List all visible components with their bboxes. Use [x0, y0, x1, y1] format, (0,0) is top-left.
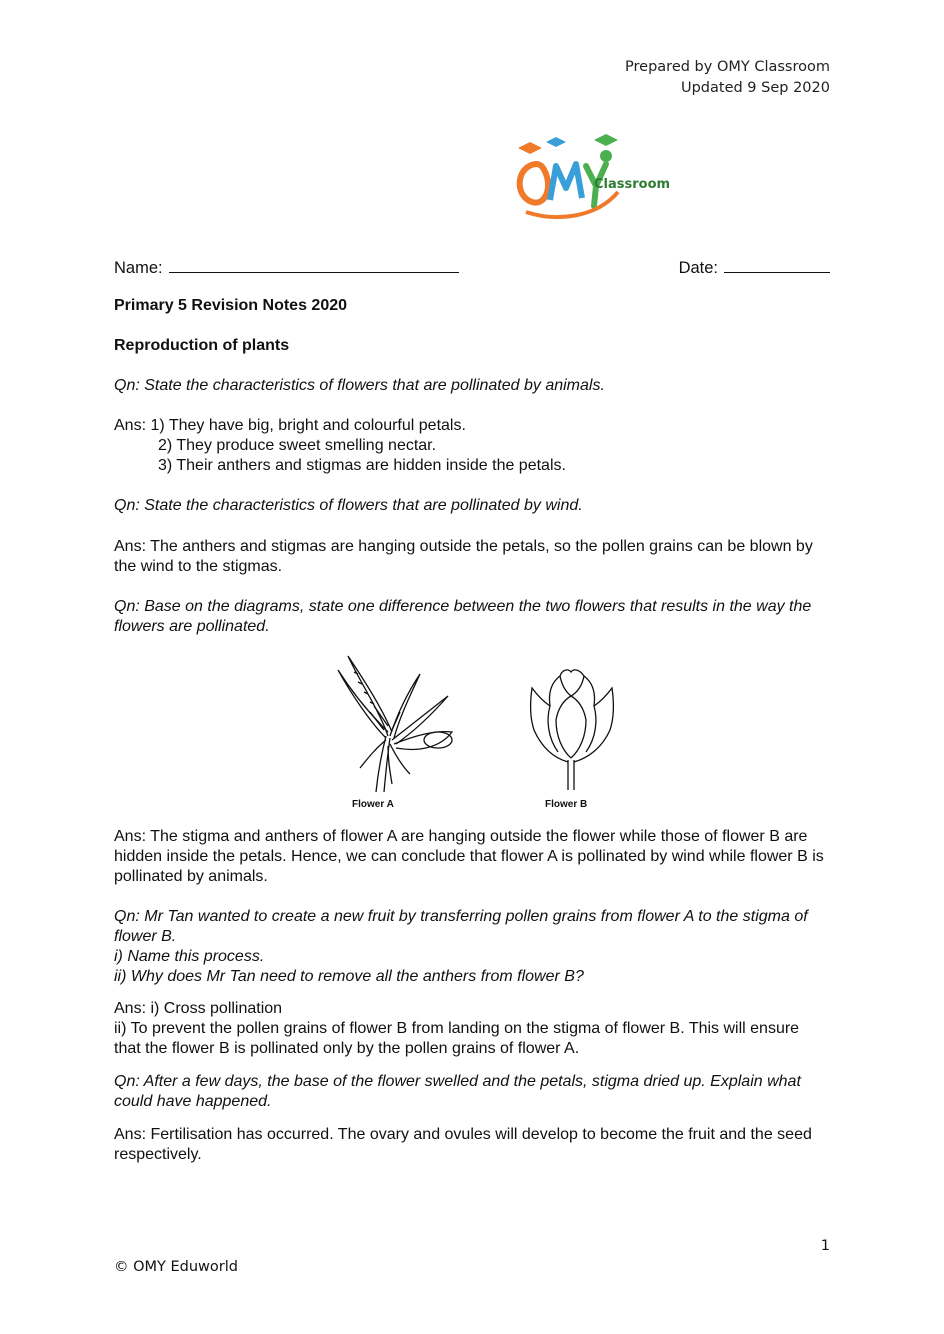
answer-4-line-2: ii) To prevent the pollen grains of flower B from landing on the stigma of flower B. This will ensure that the flower B is pollinated only by the pollen grains of flower A.: [114, 1020, 800, 1057]
flower-b-caption: Flower B: [545, 799, 588, 810]
name-label: Name:: [114, 259, 163, 277]
document-title: Primary 5 Revision Notes 2020: [114, 297, 348, 314]
answer-1-line-3: 3) Their anthers and stigmas are hidden inside the petals.: [158, 457, 566, 474]
answer-2: Ans: The anthers and stigmas are hanging outside the petals, so the pollen grains can be blown by the wind to the stigmas.: [114, 538, 813, 575]
omy-classroom-logo: [506, 130, 681, 225]
answer-1: [114, 416, 830, 476]
question-5: Qn: After a few days, the base of the flower swelled and the petals, stigma dried up. Explain what could have happened.: [114, 1073, 801, 1110]
question-2: Qn: State the characteristics of flowers that are pollinated by wind.: [114, 497, 583, 514]
answer-1-line-2: 2) They produce sweet smelling nectar.: [158, 437, 437, 454]
question-4-line-1: Qn: Mr Tan wanted to create a new fruit by transferring pollen grains from flower A to the stigma of flower B.: [114, 908, 808, 945]
topic-heading: Reproduction of plants: [114, 337, 290, 354]
header-meta: [625, 57, 830, 99]
prepared-by: Prepared by OMY Classroom: [625, 59, 830, 75]
updated-date: Updated 9 Sep 2020: [680, 80, 830, 96]
copyright: © OMY Eduworld: [114, 1259, 238, 1275]
flower-a-drawing: [330, 652, 460, 794]
name-blank-line: [169, 256, 459, 273]
logo-text: Classroom: [594, 177, 671, 192]
question-4-line-3: ii) Why does Mr Tan need to remove all the anthers from flower B?: [114, 968, 584, 985]
question-4: [114, 907, 830, 987]
question-1: Qn: State the characteristics of flowers that are pollinated by animals.: [114, 377, 605, 394]
page-number: 1: [820, 1238, 830, 1254]
date-field: [679, 256, 830, 278]
date-label: Date:: [678, 259, 718, 277]
answer-4-line-1: Ans: i) Cross pollination: [114, 1000, 283, 1017]
flower-a-caption: Flower A: [352, 799, 394, 810]
question-3: Qn: Base on the diagrams, state one difference between the two flowers that results in the way the flowers are pollinated.: [114, 598, 812, 635]
flower-b-drawing: [524, 666, 620, 792]
date-blank-line: [724, 256, 830, 273]
answer-1-line-1: Ans: 1) They have big, bright and colourful petals.: [114, 417, 466, 434]
name-field: [114, 256, 459, 278]
answer-3: Ans: The stigma and anthers of flower A are hanging outside the flower while those of flower B are hidden inside the petals. Hence, we can conclude that flower A is pollinated by wind while flower B is pollinated by animals.: [114, 828, 824, 885]
answer-4: [114, 999, 830, 1059]
question-4-line-2: i) Name this process.: [114, 948, 265, 965]
answer-5: Ans: Fertilisation has occurred. The ovary and ovules will develop to become the fruit and the seed respectively.: [114, 1126, 812, 1163]
